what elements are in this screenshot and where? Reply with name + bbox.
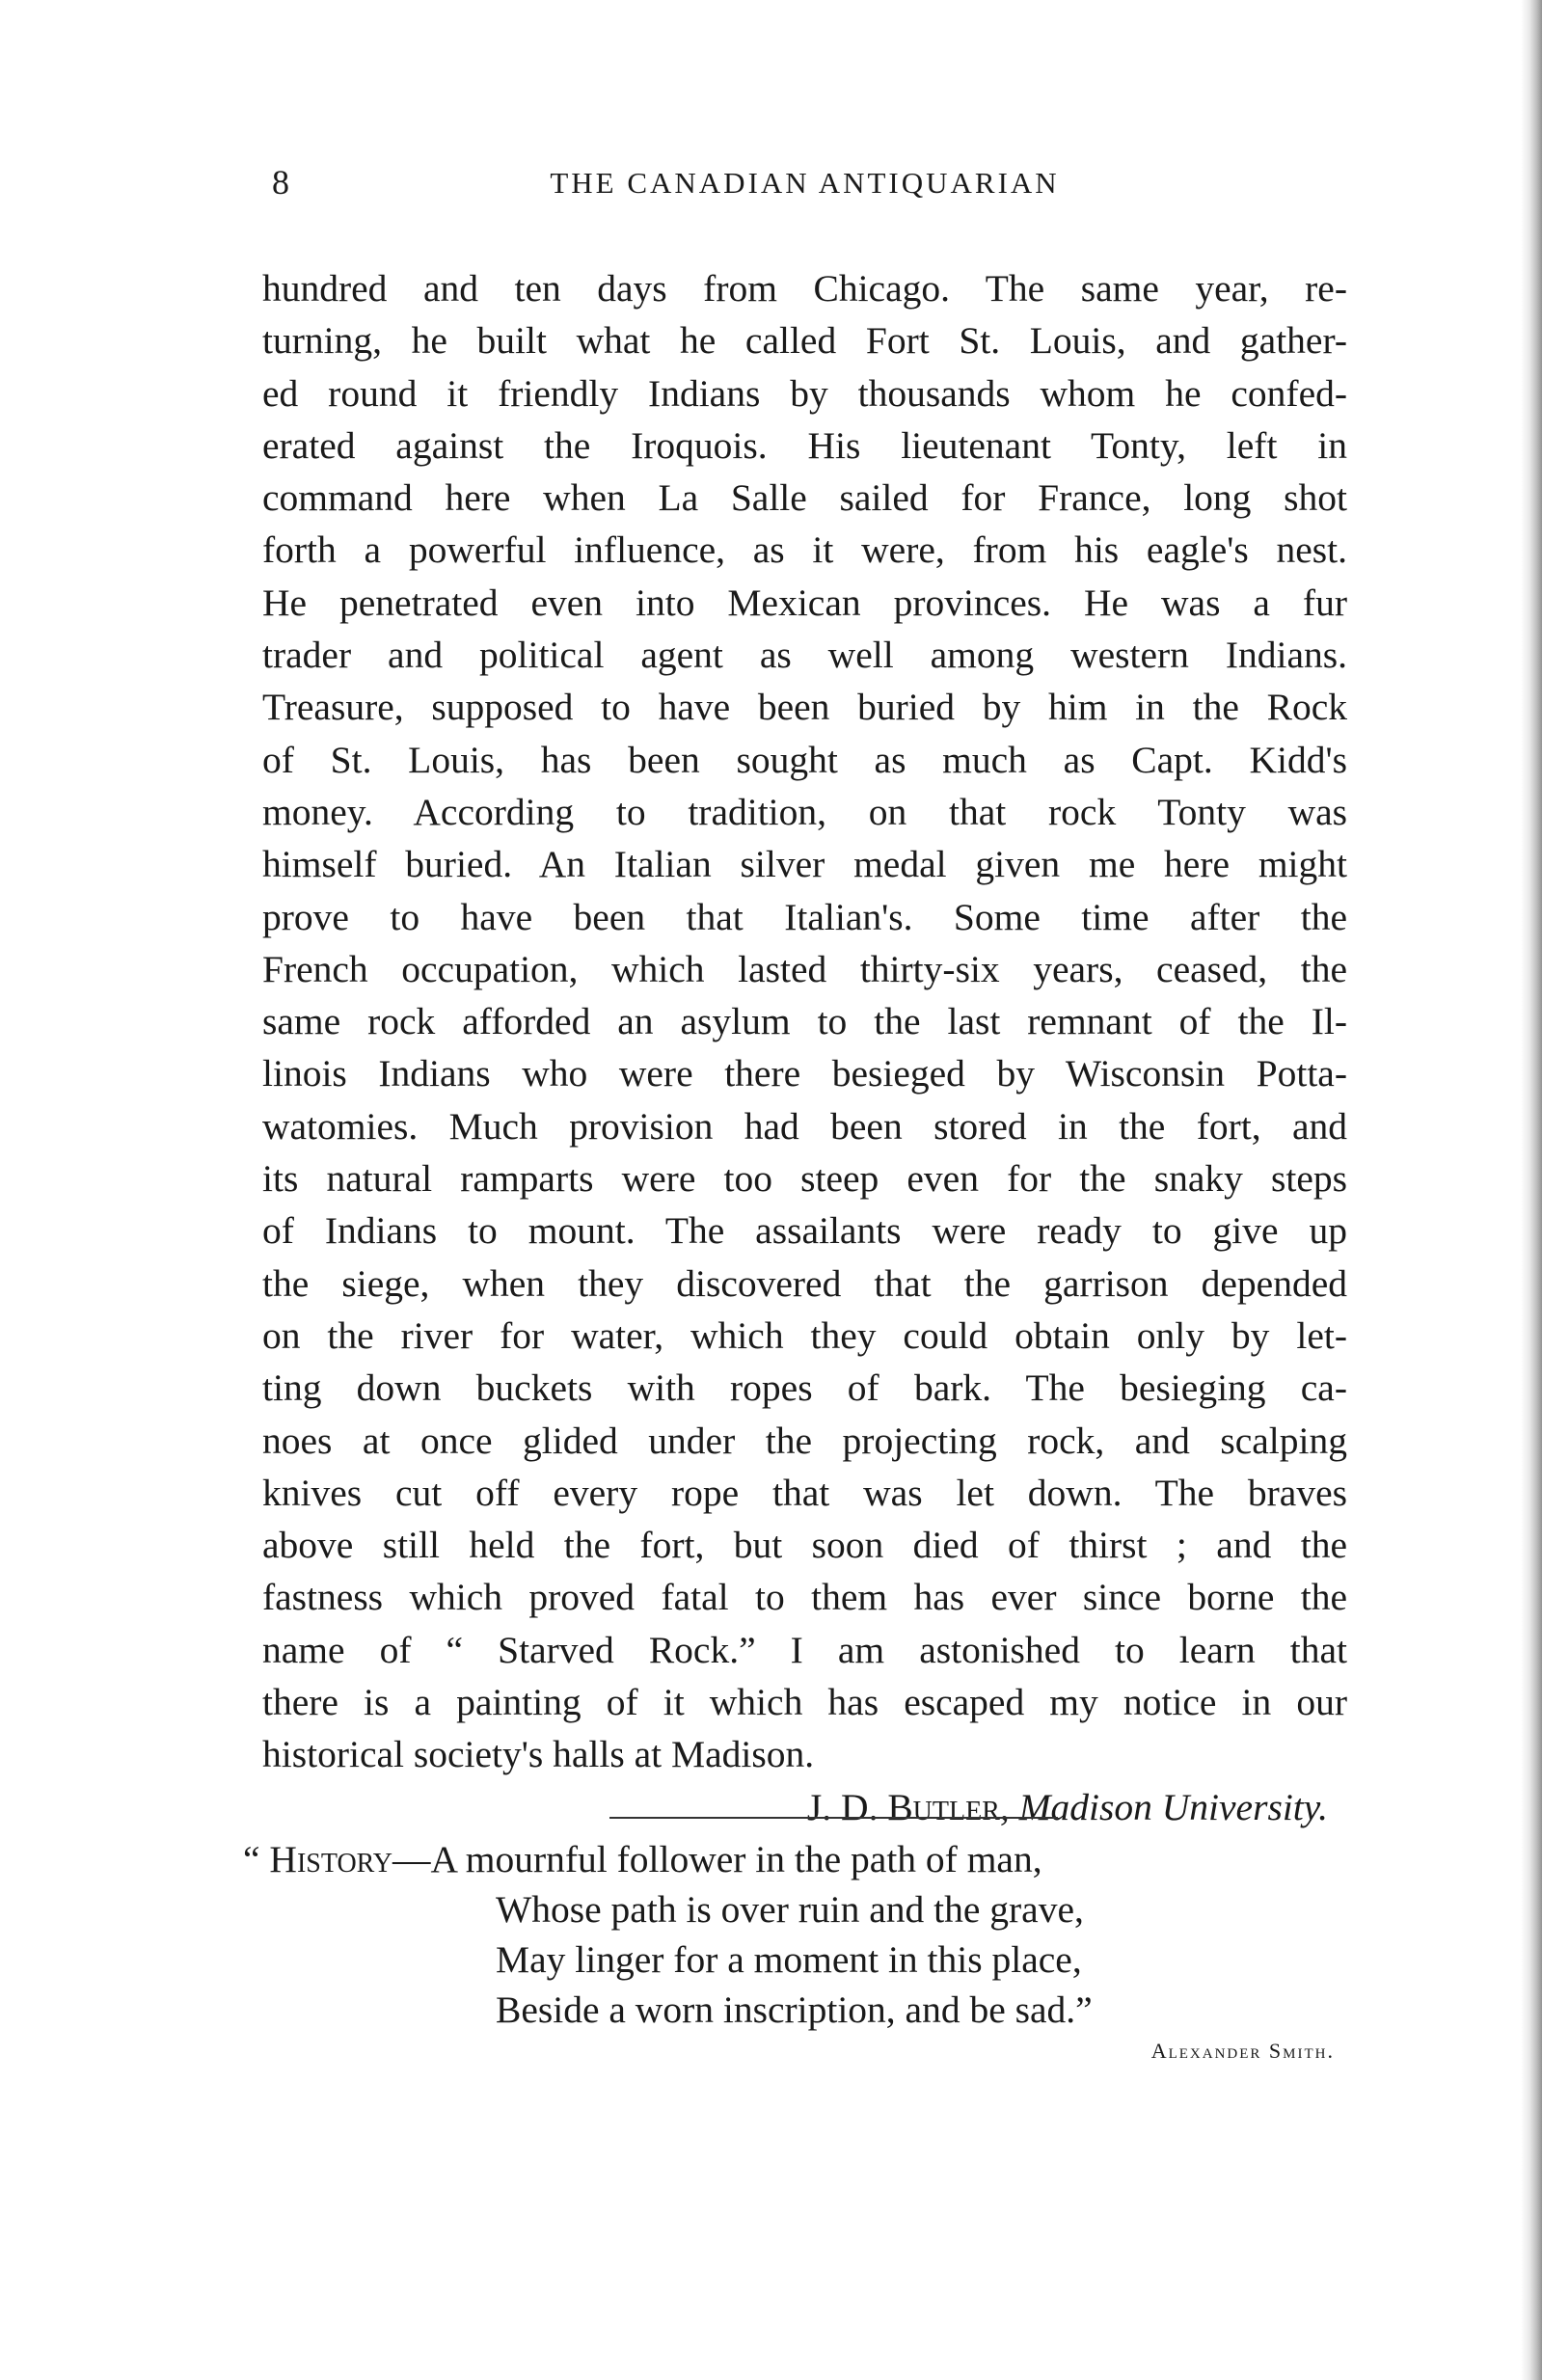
body-line: Treasure, supposed to have been buried by him in the Rock (262, 686, 1347, 729)
body-line: trader and political agent as well among western Indians. (262, 634, 1347, 677)
body-line: erated against the Iroquois. His lieutenant Tonty, left in (262, 423, 1347, 467)
quote-line: May linger for a moment in this place, (496, 1938, 1082, 1981)
quote-line: Whose path is over ruin and the grave, (496, 1888, 1084, 1931)
body-line: there is a painting of it which has escaped my notice in our (262, 1681, 1347, 1724)
page-number: 8 (272, 163, 289, 202)
body-line: of Indians to mount. The assailants were ready to give up (262, 1209, 1347, 1253)
signature-surname: Butler (887, 1785, 1000, 1828)
body-line: command here when La Salle sailed for France, long shot (262, 476, 1347, 520)
body-line: prove to have been that Italian's. Some time after the (262, 895, 1347, 938)
body-line: forth a powerful influence, as it were, from his eagle's nest. (262, 528, 1347, 572)
quote-line (243, 1834, 1352, 1884)
page-header (262, 162, 1347, 220)
body-line: hundred and ten days from Chicago. The same year, re- (262, 267, 1347, 310)
body-line: French occupation, which lasted thirty-six years, ceased, the (262, 947, 1347, 990)
body-line: himself buried. An Italian silver medal given me here might (262, 843, 1347, 886)
body-line: on the river for water, which they could obtain only by let- (262, 1313, 1347, 1357)
body-line: watomies. Much provision had been stored in the fort, and (262, 1104, 1347, 1148)
signature-separator: , (999, 1785, 1019, 1828)
quote-open-mark: “ (243, 1838, 270, 1880)
body-line: turning, he built what he called Fort St. Louis, and gather- (262, 319, 1347, 363)
body-line: above still held the fort, but soon died of thirst ; and the (262, 1524, 1347, 1567)
body-line: fastness which proved fatal to them has ever since borne the (262, 1576, 1347, 1619)
body-line: historical society's halls at Madison. (262, 1733, 815, 1776)
scan-edge-shadow (1521, 0, 1542, 2380)
body-line: noes at once glided under the projecting rock, and scalping (262, 1419, 1347, 1462)
body-line: name of “ Starved Rock.” I am astonished to learn that (262, 1628, 1347, 1671)
body-line: money. According to tradition, on that rock Tonty was (262, 790, 1347, 833)
author-signature (262, 1781, 1347, 1833)
quote-lead-word: History (269, 1838, 393, 1880)
quote-line: Beside a worn inscription, and be sad.” (496, 1988, 1093, 2031)
body-line: knives cut off every rope that was let down. The braves (262, 1471, 1347, 1514)
body-line: linois Indians who were there besieged by Wisconsin Potta- (262, 1052, 1347, 1095)
quotation-block (243, 1834, 1352, 2068)
section-divider (609, 1817, 1058, 1819)
signature-affiliation: Madison University. (1018, 1785, 1328, 1828)
body-line: of St. Louis, has been sought as much as Capt. Kidd's (262, 738, 1347, 781)
body-line: the siege, when they discovered that the garrison depended (262, 1261, 1347, 1305)
body-line: ting down buckets with ropes of bark. The besieging ca- (262, 1366, 1347, 1410)
quote-first-rest: —A mournful follower in the path of man, (392, 1838, 1042, 1880)
body-line: ed round it friendly Indians by thousands whom he confed- (262, 371, 1347, 415)
running-title: THE CANADIAN ANTIQUARIAN (550, 166, 1060, 200)
article-body (262, 262, 1347, 1833)
signature-initials: J. D. (806, 1785, 888, 1828)
body-line: He penetrated even into Mexican provinces. He was a fur (262, 581, 1347, 624)
body-line: same rock afforded an asylum to the last remnant of the Il- (262, 1000, 1347, 1043)
body-line: its natural ramparts were too steep even for the snaky steps (262, 1157, 1347, 1201)
quote-attribution: Alexander Smith. (1150, 2039, 1335, 2063)
